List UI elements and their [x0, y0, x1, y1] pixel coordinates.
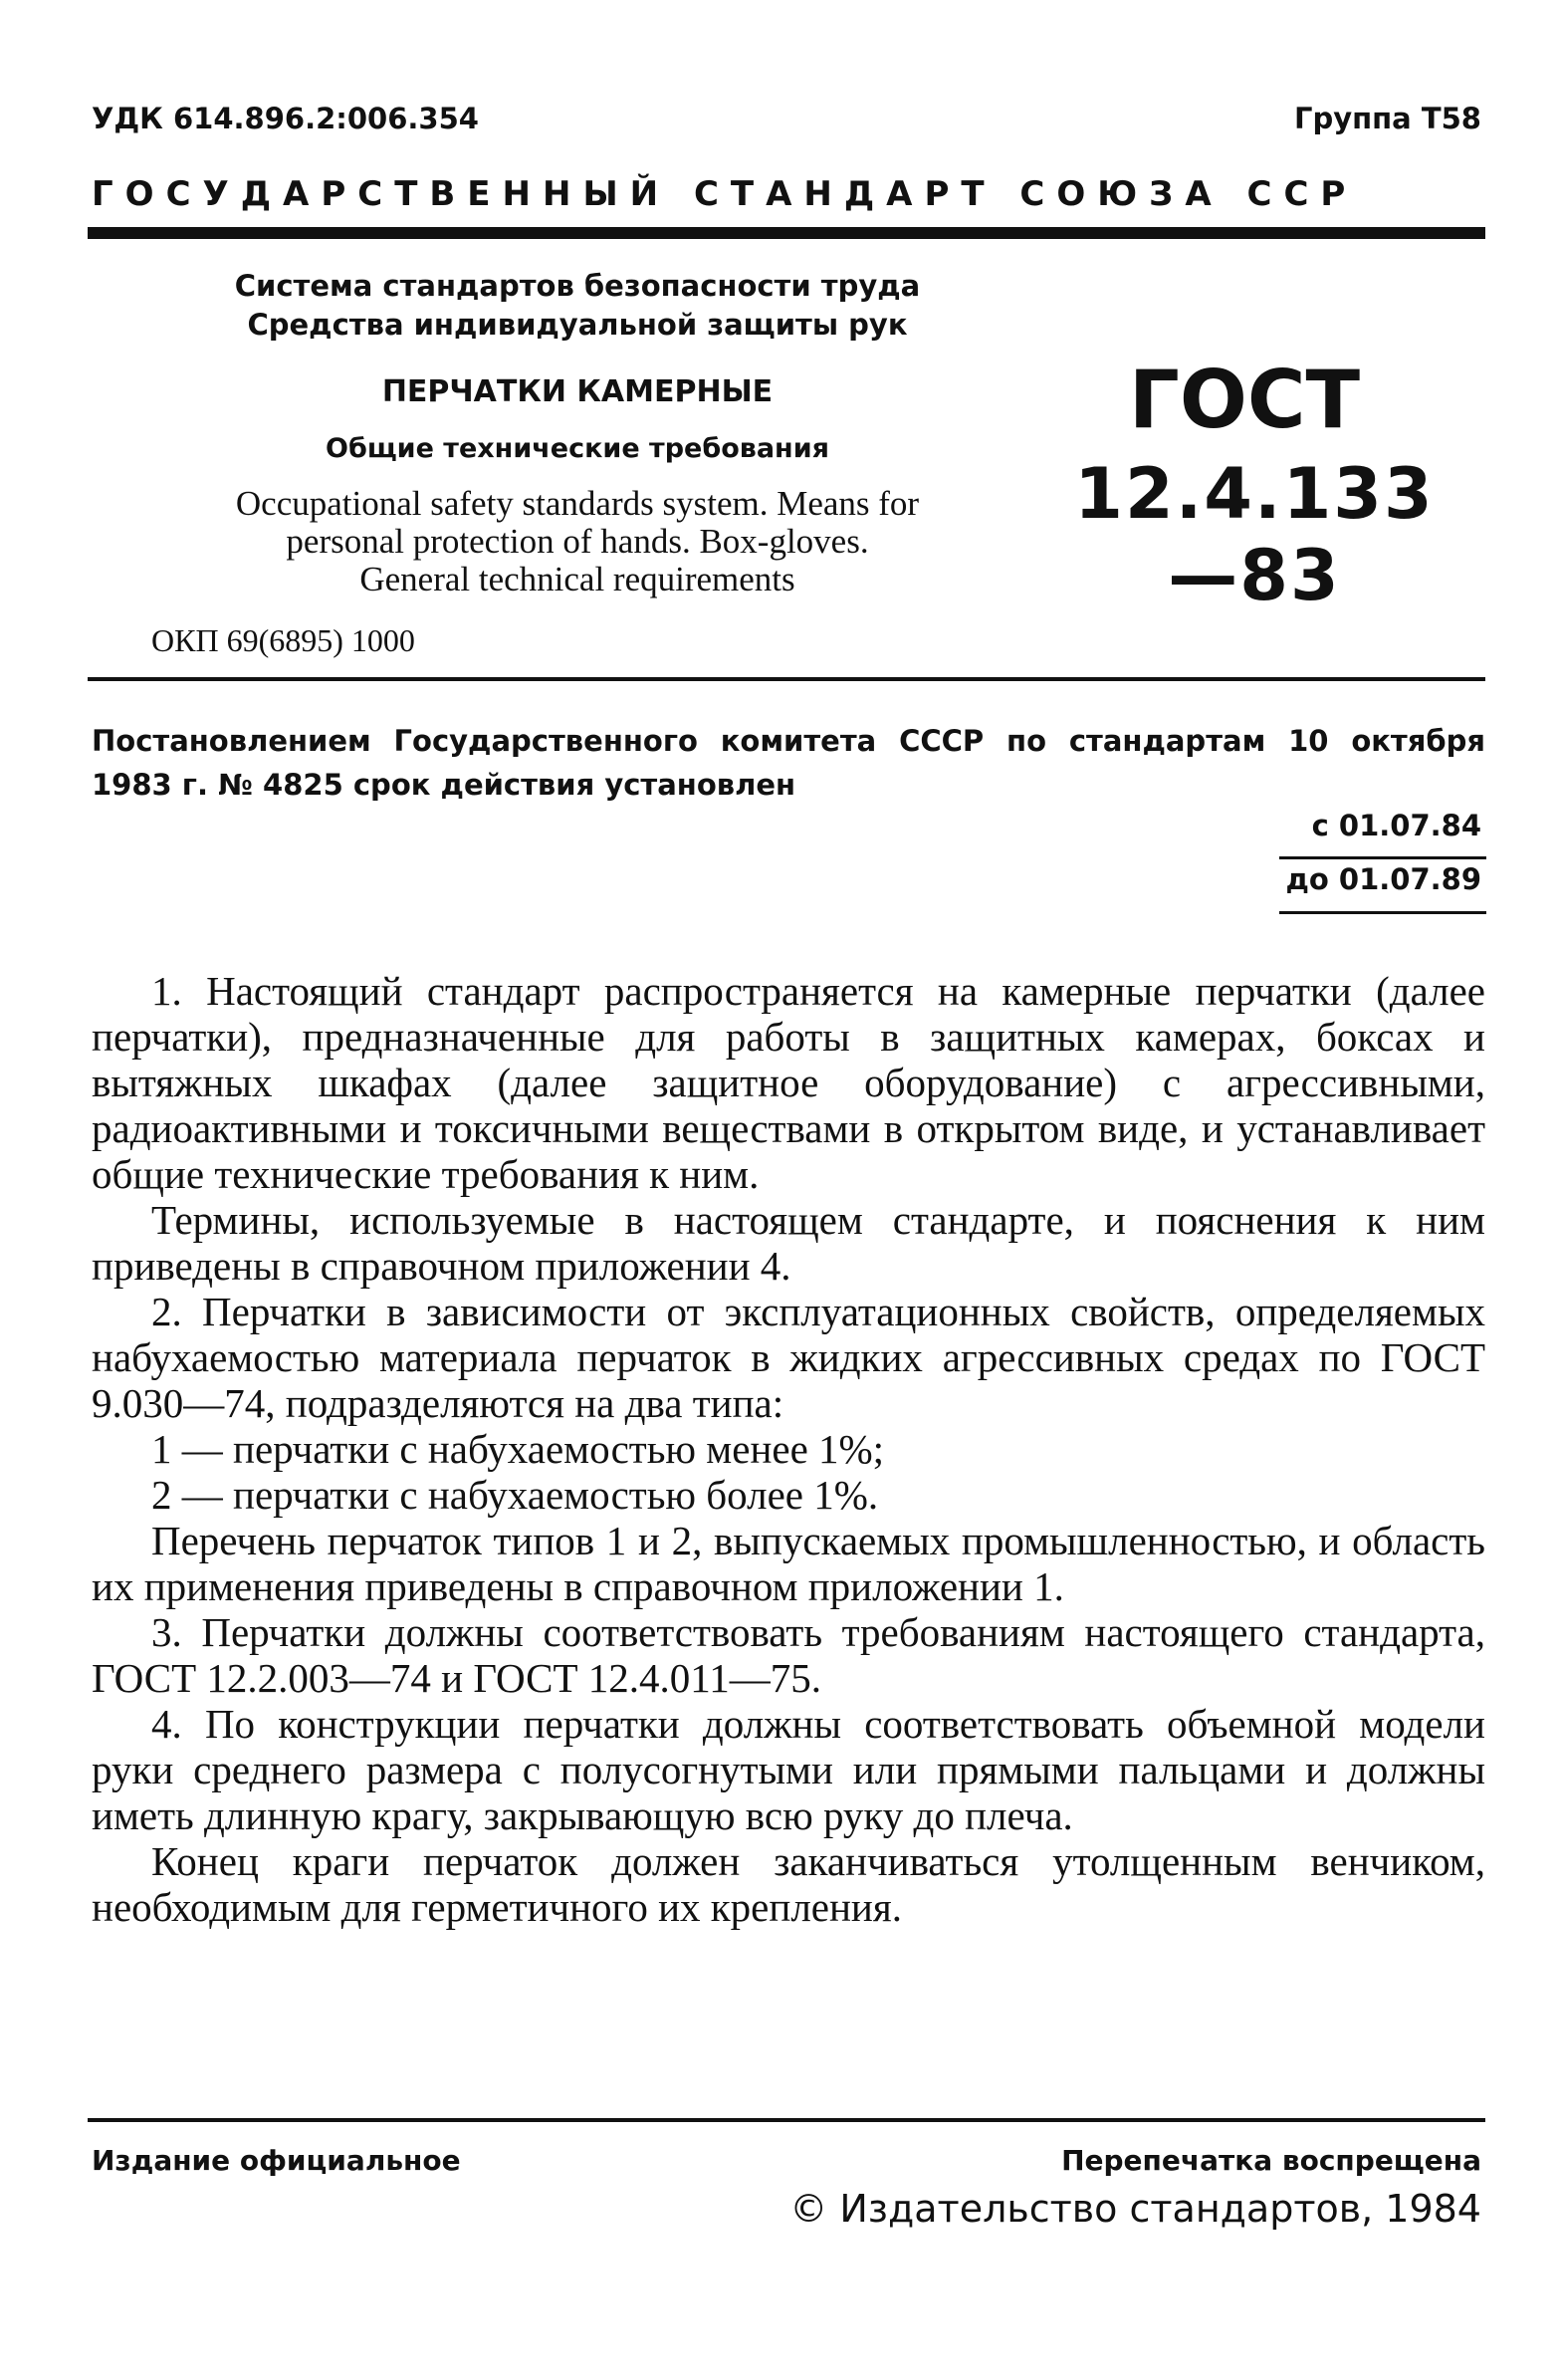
reprint-prohibited: Перепечатка воспрещена	[1061, 2144, 1481, 2177]
group-code: Группа Т58	[1293, 102, 1481, 135]
paragraph-4: 4. По конструкции перчатки должны соответствовать объемной модели руки среднего размера с полусогнутыми или прямыми пальцами и должны иметь длинную крагу, закрывающую всю руку до плеча.	[92, 1701, 1485, 1838]
validity-rule-1	[1279, 856, 1486, 859]
okp-code: ОКП 69(6895) 1000	[151, 622, 415, 658]
paragraph-cuff: Конец краги перчаток должен заканчиваться утолщенным венчиком, необходимым для герметичного их крепления.	[92, 1838, 1485, 1930]
official-edition: Издание официальное	[92, 2144, 461, 2177]
type-2-item: 2 — перчатки с набухаемостью более 1%.	[151, 1472, 879, 1518]
title-divider	[88, 677, 1485, 681]
english-line-3: General technical requirements	[359, 560, 795, 598]
system-line-2: Средства индивидуальной защиты рук	[247, 308, 908, 342]
system-line-1: Система стандартов безопасности труда	[234, 269, 921, 303]
paragraph-1: 1. Настоящий стандарт распространяется на камерные перчатки (далее перчатки), предназначенные для работы в защитных камерах, боксах и вытяжных шкафах (далее защитное оборудование) с агрессивными, радиоактивными и токсичными веществами в открытом виде, и устанавливает общие технические требования к ним.	[92, 968, 1485, 1197]
english-line-2: personal protection of hands. Box-gloves.	[286, 522, 869, 561]
body-text	[92, 968, 1485, 1930]
english-line-1: Occupational safety standards system. Means for	[235, 484, 920, 523]
header-divider	[88, 227, 1485, 239]
validity-rule-2	[1279, 911, 1486, 914]
type-1-item: 1 — перчатки с набухаемостью менее 1%;	[151, 1426, 885, 1472]
paragraph-terms: Термины, используемые в настоящем стандарте, и пояснения к ним приведены в справочном приложении 4.	[92, 1197, 1485, 1289]
product-subtitle: Общие технические требования	[326, 433, 829, 464]
english-title	[129, 485, 1025, 598]
valid-to: до 01.07.89	[1285, 862, 1481, 896]
gost-number: 12.4.133—83	[1074, 453, 1435, 616]
gost-label: ГОСТ	[1128, 354, 1361, 446]
paragraph-list: Перечень перчаток типов 1 и 2, выпускаемых промышленностью, и область их применения приведены в справочном приложении 1.	[92, 1518, 1485, 1609]
footer-divider	[88, 2118, 1485, 2122]
product-title: ПЕРЧАТКИ КАМЕРНЫЕ	[381, 374, 774, 409]
paragraph-3: 3. Перчатки должны соответствовать требованиям настоящего стандарта, ГОСТ 12.2.003—74 и ГОСТ 12.4.011—75.	[92, 1609, 1485, 1701]
publisher-copyright: © Издательство стандартов, 1984	[789, 2187, 1481, 2231]
valid-from: с 01.07.84	[1311, 809, 1481, 842]
udk-code: УДК 614.896.2:006.354	[92, 102, 479, 135]
resolution-text: Постановлением Государственного комитета СССР по стандартам 10 октября 1983 г. № 4825 срок действия установлен	[92, 724, 1485, 802]
paragraph-2: 2. Перчатки в зависимости от эксплуатационных свойств, определяемых набухаемостью материала перчаток в жидких агрессивных средах по ГОСТ 9.030—74, подразделяются на два типа:	[92, 1289, 1485, 1426]
state-standard-title: ГОСУДАРСТВЕННЫЙ СТАНДАРТ СОЮЗА ССР	[92, 174, 1358, 214]
